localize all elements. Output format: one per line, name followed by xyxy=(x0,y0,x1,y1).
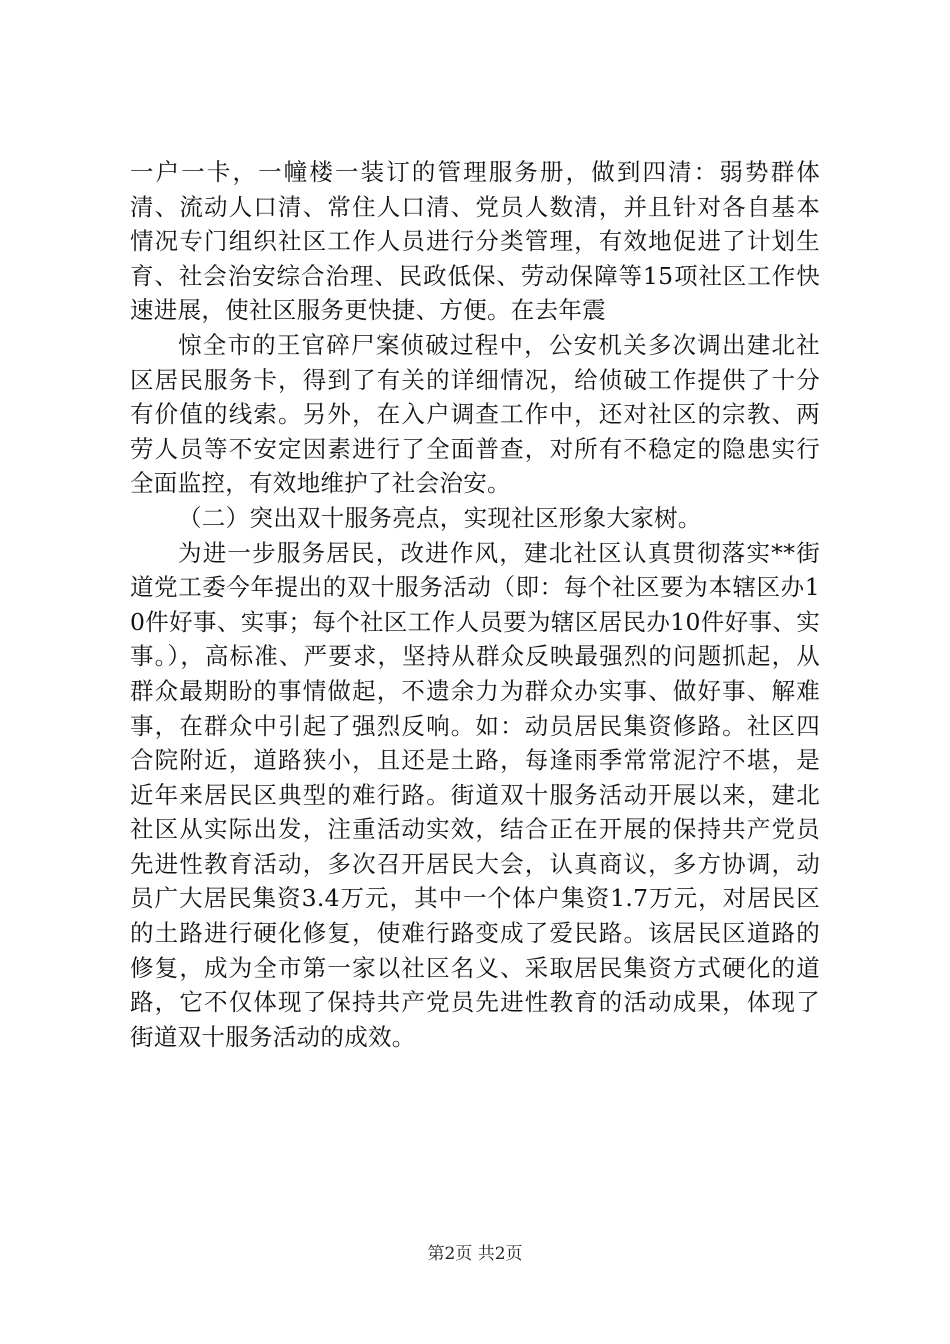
section-heading-double-ten: （二）突出双十服务亮点，实现社区形象大家树。 xyxy=(178,503,702,532)
paragraph-double-ten-service: 为进一步服务居民，改进作风，建北社区认真贯彻落实**街道党工委今年提出的双十服务活动（即：每个社区要为本辖区办10件好事、实事；每个社区工作人员要为辖区居民办10件好事、实事。），高标准、严要求，坚持从群众反映最强烈的问题抓起，从群众最期盼的事情做起，不遗余力为群众办实事、做好事、解难事，在群众中引起了强烈反响。如：动员居民集资修路。社区四合院附近，道路狭小，且还是土路，每逢雨季常常泥泞不堪，是近年来居民区典型的难行路。街道双十服务活动开展以来，建北社区从实际出发，注重活动实效，结合正在开展的保持共产党员先进性教育活动，多次召开居民大会，认真商议，多方协调，动员广大居民集资3.4万元，其中一个体户集资1.7万元，对居民区的土路进行硬化修复，使难行路变成了爱民路。该居民区道路的修复，成为全市第一家以社区名义、采取居民集资方式硬化的道路，它不仅体现了保持共产党员先进性教育的活动成果，体现了街道双十服务活动的成效。 xyxy=(130,538,820,1051)
document-body xyxy=(130,155,820,1054)
paragraph-service-cards: 一户一卡，一幢楼一装订的管理服务册，做到四清：弱势群体清、流动人口清、常住人口清、党员人数清，并且针对各自基本情况专门组织社区工作人员进行分类管理，有效地促进了计划生育、社会治安综合治理、民政低保、劳动保障等15项社区工作快速进展，使社区服务更快捷、方便。在去年震 xyxy=(130,158,820,325)
page-number-footer: 第2页 共2页 xyxy=(427,1244,523,1264)
paragraph-case-investigation: 惊全市的王官碎尸案侦破过程中，公安机关多次调出建北社区居民服务卡，得到了有关的详细情况，给侦破工作提供了十分有价值的线索。另外，在入户调查工作中，还对社区的宗教、两劳人员等不安定因素进行了全面普查，对所有不稳定的隐患实行全面监控，有效地维护了社会治安。 xyxy=(130,330,820,498)
